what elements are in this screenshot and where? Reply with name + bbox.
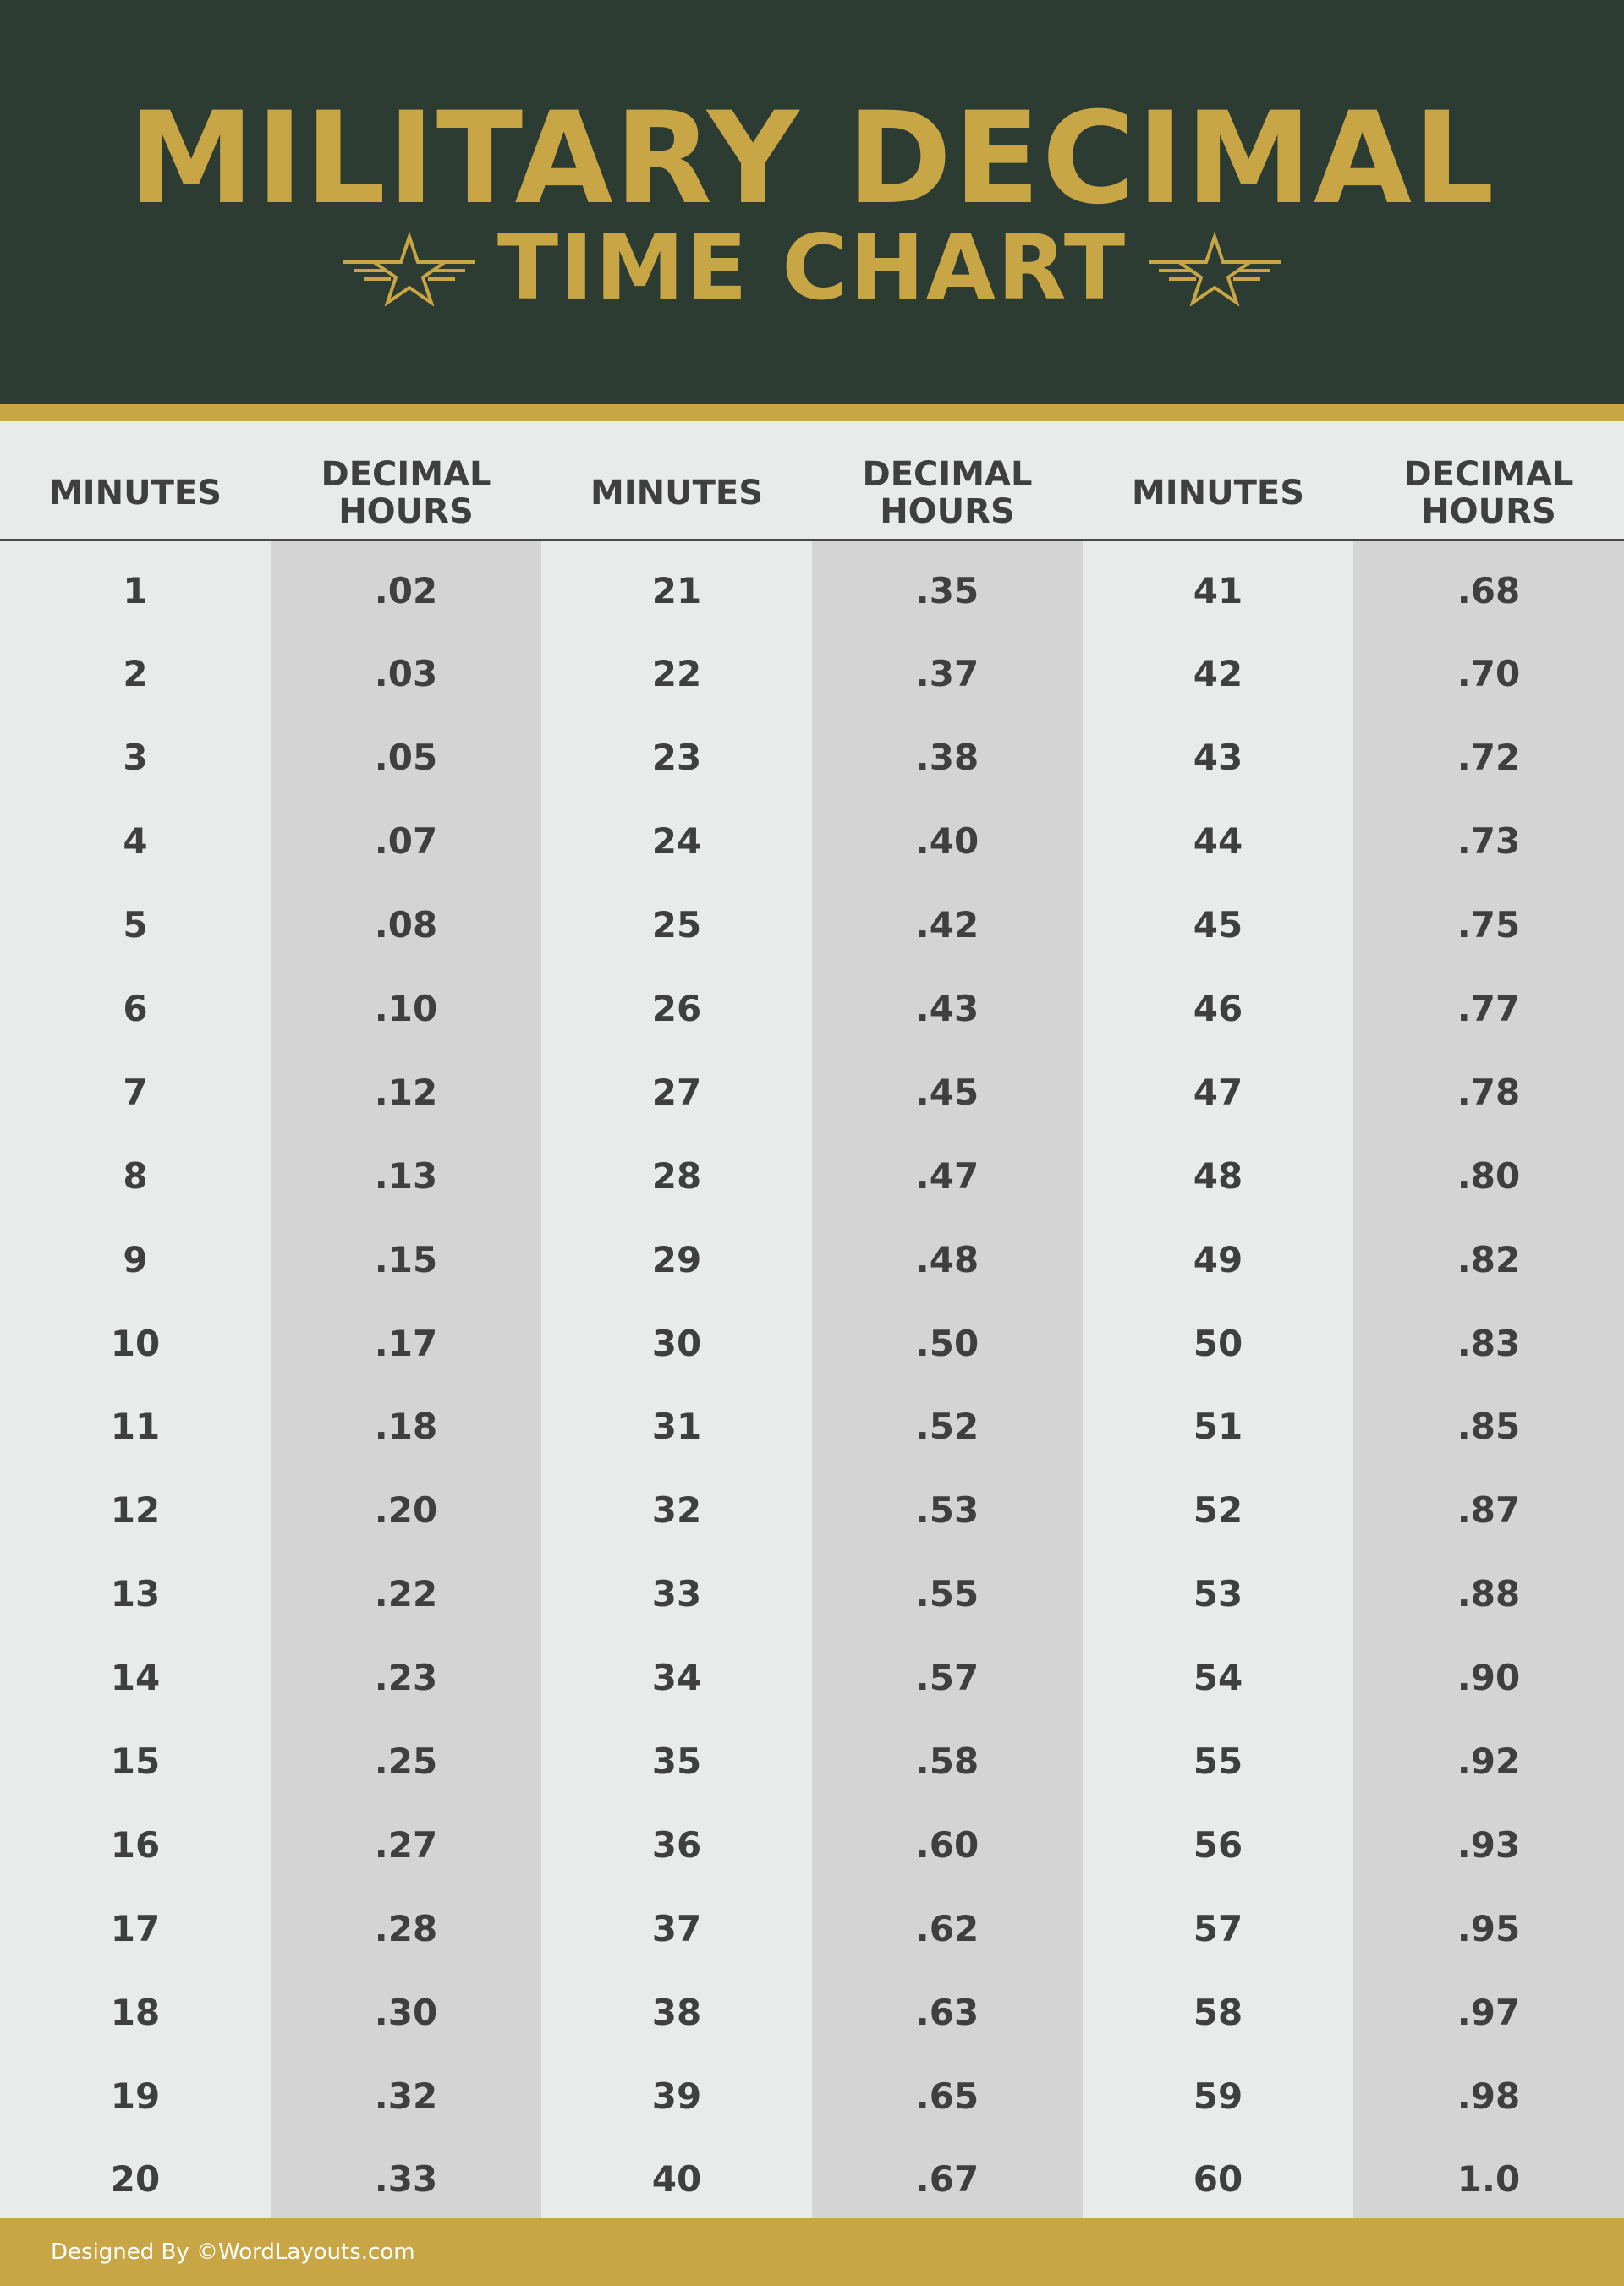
cell-decimal-hours: .15	[374, 1238, 438, 1280]
cell-minutes: 26	[651, 987, 702, 1029]
cell-decimal-hours: .73	[1457, 820, 1521, 863]
cell-minutes: 23	[651, 737, 702, 779]
cell-minutes: 42	[1193, 653, 1243, 695]
column-header-decimal-hours: DECIMAL HOURS	[862, 455, 1033, 531]
footer-bar	[0, 2218, 1624, 2286]
cell-minutes: 6	[123, 987, 148, 1029]
cell-minutes: 40	[651, 2158, 702, 2201]
cell-decimal-hours: .02	[374, 569, 438, 611]
cell-decimal-hours: .63	[915, 1991, 979, 2033]
cell-decimal-hours: .32	[374, 2075, 438, 2117]
cell-minutes: 44	[1193, 820, 1243, 863]
cell-decimal-hours: .17	[374, 1322, 438, 1364]
cell-decimal-hours: .93	[1457, 1823, 1521, 1866]
cell-decimal-hours: .65	[915, 2075, 979, 2117]
cell-minutes: 22	[651, 653, 702, 695]
cell-decimal-hours: .82	[1457, 1238, 1521, 1280]
cell-minutes: 46	[1193, 987, 1243, 1029]
table-row	[0, 1401, 1624, 1485]
cell-minutes: 17	[110, 1907, 161, 1949]
table-row	[0, 1903, 1624, 1987]
winged-star-icon	[342, 230, 477, 306]
cell-decimal-hours: .48	[915, 1238, 979, 1280]
cell-decimal-hours: .78	[1457, 1071, 1521, 1113]
cell-minutes: 13	[110, 1573, 161, 1615]
cell-decimal-hours: .38	[915, 737, 979, 779]
cell-minutes: 16	[110, 1823, 161, 1866]
cell-minutes: 12	[110, 1489, 161, 1532]
cell-minutes: 28	[651, 1154, 702, 1197]
cell-minutes: 35	[651, 1740, 702, 1782]
column-header-decimal-hours: DECIMAL HOURS	[1403, 455, 1574, 531]
conversion-table	[0, 421, 1624, 2218]
cell-minutes: 51	[1193, 1406, 1243, 1448]
cell-minutes: 36	[651, 1823, 702, 1866]
cell-minutes: 1	[123, 569, 148, 611]
cell-minutes: 41	[1193, 569, 1243, 611]
cell-decimal-hours: .62	[915, 1907, 979, 1949]
cell-decimal-hours: .07	[374, 820, 438, 863]
cell-decimal-hours: .23	[374, 1657, 438, 1699]
cell-minutes: 59	[1193, 2075, 1243, 2117]
cell-decimal-hours: .60	[915, 1823, 979, 1866]
table-row	[0, 2070, 1624, 2154]
cell-minutes: 50	[1193, 1322, 1243, 1364]
cell-decimal-hours: .92	[1457, 1740, 1521, 1782]
column-header-decimal-hours: DECIMAL HOURS	[321, 455, 491, 531]
cell-decimal-hours: .47	[915, 1154, 979, 1197]
cell-decimal-hours: .37	[915, 653, 979, 695]
cell-minutes: 21	[651, 569, 702, 611]
cell-decimal-hours: .35	[915, 569, 979, 611]
cell-minutes: 20	[110, 2158, 161, 2201]
table-row	[0, 1735, 1624, 1819]
cell-decimal-hours: .97	[1457, 1991, 1521, 2033]
cell-minutes: 27	[651, 1071, 702, 1113]
cell-minutes: 52	[1193, 1489, 1243, 1532]
table-row	[0, 1150, 1624, 1234]
table-row	[0, 1653, 1624, 1736]
cell-decimal-hours: .95	[1457, 1907, 1521, 1949]
cell-decimal-hours: .18	[374, 1406, 438, 1448]
cell-decimal-hours: .52	[915, 1406, 979, 1448]
cell-minutes: 49	[1193, 1238, 1243, 1280]
cell-minutes: 34	[651, 1657, 702, 1699]
column-header-minutes: MINUTES	[1131, 474, 1305, 513]
cell-decimal-hours: .13	[374, 1154, 438, 1197]
cell-minutes: 15	[110, 1740, 161, 1782]
cell-minutes: 58	[1193, 1991, 1243, 2033]
cell-minutes: 18	[110, 1991, 161, 2033]
table-row	[0, 1234, 1624, 1318]
cell-decimal-hours: .67	[915, 2158, 979, 2201]
cell-minutes: 29	[651, 1238, 702, 1280]
cell-decimal-hours: .57	[915, 1657, 979, 1699]
table-row	[0, 900, 1624, 984]
cell-decimal-hours: .05	[374, 737, 438, 779]
winged-star-icon	[1147, 230, 1282, 306]
cell-minutes: 25	[651, 904, 702, 946]
cell-minutes: 38	[651, 1991, 702, 2033]
subtitle-row	[0, 216, 1624, 320]
cell-decimal-hours: .10	[374, 987, 438, 1029]
cell-minutes: 56	[1193, 1823, 1243, 1866]
cell-decimal-hours: .45	[915, 1071, 979, 1113]
cell-minutes: 37	[651, 1907, 702, 1949]
cell-decimal-hours: .83	[1457, 1322, 1521, 1364]
cell-minutes: 14	[110, 1657, 161, 1699]
cell-decimal-hours: .42	[915, 904, 979, 946]
cell-decimal-hours: .27	[374, 1823, 438, 1866]
cell-minutes: 55	[1193, 1740, 1243, 1782]
table-row	[0, 1485, 1624, 1569]
cell-decimal-hours: .03	[374, 653, 438, 695]
gold-divider	[0, 404, 1624, 421]
cell-minutes: 4	[123, 820, 148, 863]
cell-decimal-hours: .50	[915, 1322, 979, 1364]
cell-decimal-hours: .80	[1457, 1154, 1521, 1197]
cell-minutes: 30	[651, 1322, 702, 1364]
cell-minutes: 8	[123, 1154, 148, 1197]
table-row	[0, 816, 1624, 900]
cell-decimal-hours: .53	[915, 1489, 979, 1532]
cell-minutes: 7	[123, 1071, 148, 1113]
table-row	[0, 1066, 1624, 1150]
cell-minutes: 10	[110, 1322, 161, 1364]
cell-minutes: 31	[651, 1406, 702, 1448]
cell-decimal-hours: 1.0	[1457, 2158, 1521, 2201]
cell-decimal-hours: .75	[1457, 904, 1521, 946]
cell-decimal-hours: .22	[374, 1573, 438, 1615]
cell-minutes: 2	[123, 653, 148, 695]
column-header-minutes: MINUTES	[48, 474, 222, 513]
cell-decimal-hours: .72	[1457, 737, 1521, 779]
cell-decimal-hours: .85	[1457, 1406, 1521, 1448]
cell-minutes: 45	[1193, 904, 1243, 946]
cell-decimal-hours: .08	[374, 904, 438, 946]
cell-minutes: 60	[1193, 2158, 1243, 2201]
cell-minutes: 43	[1193, 737, 1243, 779]
cell-decimal-hours: .20	[374, 1489, 438, 1532]
footer-credit: Designed By ©WordLayouts.com	[51, 2239, 415, 2265]
cell-decimal-hours: .28	[374, 1907, 438, 1949]
table-row	[0, 649, 1624, 732]
cell-decimal-hours: .98	[1457, 2075, 1521, 2117]
cell-decimal-hours: .58	[915, 1740, 979, 1782]
cell-minutes: 57	[1193, 1907, 1243, 1949]
table-row	[0, 565, 1624, 649]
cell-decimal-hours: .25	[374, 1740, 438, 1782]
cell-decimal-hours: .43	[915, 987, 979, 1029]
header-divider	[0, 539, 1624, 541]
cell-minutes: 9	[123, 1238, 148, 1280]
table-row	[0, 1987, 1624, 2070]
cell-minutes: 39	[651, 2075, 702, 2117]
column-header-minutes: MINUTES	[590, 474, 764, 513]
table-row	[0, 983, 1624, 1066]
cell-decimal-hours: .88	[1457, 1573, 1521, 1615]
cell-minutes: 47	[1193, 1071, 1243, 1113]
cell-decimal-hours: .40	[915, 820, 979, 863]
cell-decimal-hours: .77	[1457, 987, 1521, 1029]
table-row	[0, 732, 1624, 816]
table-row	[0, 1819, 1624, 1903]
cell-decimal-hours: .30	[374, 1991, 438, 2033]
cell-minutes: 48	[1193, 1154, 1243, 1197]
cell-minutes: 32	[651, 1489, 702, 1532]
cell-decimal-hours: .70	[1457, 653, 1521, 695]
cell-decimal-hours: .55	[915, 1573, 979, 1615]
cell-minutes: 11	[110, 1406, 161, 1448]
page-subtitle: TIME CHART	[497, 216, 1127, 320]
cell-minutes: 3	[123, 737, 148, 779]
cell-minutes: 54	[1193, 1657, 1243, 1699]
cell-decimal-hours: .90	[1457, 1657, 1521, 1699]
page-title: MILITARY DECIMAL	[128, 85, 1496, 233]
table-row	[0, 1318, 1624, 1401]
cell-minutes: 53	[1193, 1573, 1243, 1615]
table-body	[0, 565, 1624, 2238]
cell-decimal-hours: .87	[1457, 1489, 1521, 1532]
cell-minutes: 24	[651, 820, 702, 863]
cell-decimal-hours: .33	[374, 2158, 438, 2201]
title-banner	[0, 0, 1624, 404]
cell-decimal-hours: .12	[374, 1071, 438, 1113]
cell-minutes: 5	[123, 904, 148, 946]
cell-minutes: 19	[110, 2075, 161, 2117]
table-row	[0, 1569, 1624, 1653]
cell-decimal-hours: .68	[1457, 569, 1521, 611]
cell-minutes: 33	[651, 1573, 702, 1615]
